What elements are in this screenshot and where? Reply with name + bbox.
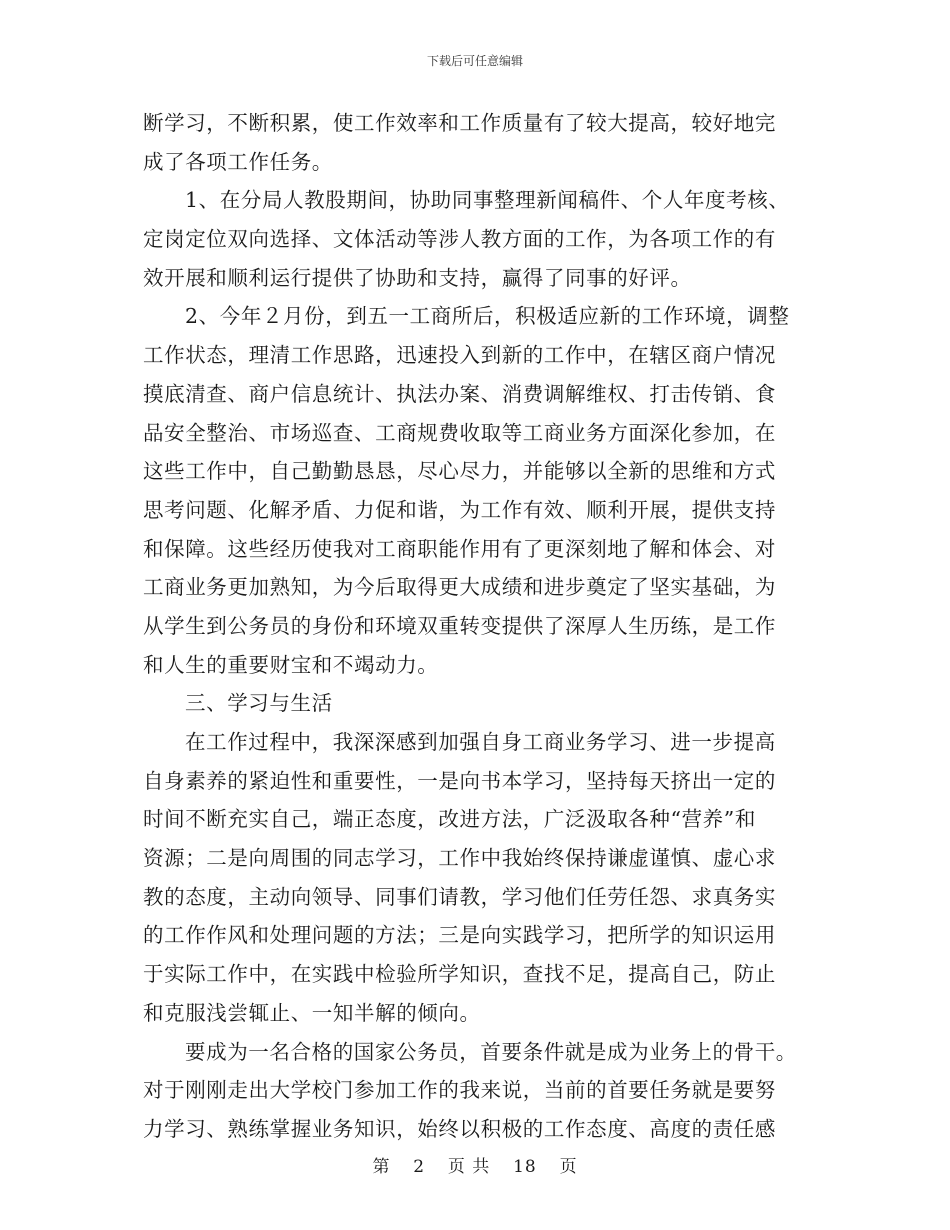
text-line: 力学习、熟练掌握业务知识，始终以积极的工作态度、高度的责任感 xyxy=(143,1116,776,1141)
footer-prefix: 第 xyxy=(372,1157,391,1177)
text-line: 的工作作风和处理问题的方法；三是向实践学习，把所学的知识运用 xyxy=(143,923,776,948)
text-line: 资源；二是向周围的同志学习，工作中我始终保持谦虚谨慎、虚心求 xyxy=(143,846,776,871)
text-line: 要成为一名合格的国家公务员，首要条件就是成为业务上的骨干。 xyxy=(185,1039,797,1064)
text-line: 摸底清查、商户信息统计、执法办案、消费调解维权、打击传销、食 xyxy=(143,381,776,406)
text-line: 从学生到公务员的身份和环境双重转变提供了深厚人生历练，是工作 xyxy=(143,613,776,638)
footer-page-number: 2 xyxy=(413,1157,426,1177)
text-line: 思考问题、化解矛盾、力促和谐，为工作有效、顺利开展，提供支持 xyxy=(143,497,776,522)
footer-suffix: 页 xyxy=(559,1157,578,1177)
text-line: 在工作过程中，我深深感到加强自身工商业务学习、进一步提高 xyxy=(185,730,776,754)
text-line: 这些工作中，自己勤勤恳恳，尽心尽力，并能够以全新的思维和方式 xyxy=(143,459,776,484)
text-line: 和克服浅尝辄止、一知半解的倾向。 xyxy=(143,1000,481,1025)
text-line: 效开展和顺利运行提供了协助和支持，赢得了同事的好评。 xyxy=(143,265,692,290)
page-header: 下载后可任意编辑 xyxy=(426,54,523,68)
text-line: 工商业务更加熟知，为今后取得更大成绩和进步奠定了坚实基础，为 xyxy=(143,575,776,600)
page-footer xyxy=(0,1152,950,1177)
text-line: 和保障。这些经历使我对工商职能作用有了更深刻地了解和体会、对 xyxy=(143,536,776,561)
text-line: 三、学习与生活 xyxy=(185,691,333,716)
text-line: 对于刚刚走出大学校门参加工作的我来说，当前的首要任务就是要努 xyxy=(143,1078,776,1103)
text-line: 和人生的重要财宝和不竭动力。 xyxy=(143,652,439,677)
text-line: 工作状态，理清工作思路，迅速投入到新的工作中，在辖区商户情况 xyxy=(143,343,776,368)
footer-middle: 页 共 xyxy=(447,1157,491,1177)
text-line: 自身素养的紧迫性和重要性，一是向书本学习，坚持每天挤出一定的 xyxy=(143,768,776,793)
text-line: 品安全整治、市场巡查、工商规费收取等工商业务方面深化参加，在 xyxy=(143,420,776,445)
text-line: 定岗定位双向选择、文体活动等涉人教方面的工作，为各项工作的有 xyxy=(143,227,776,252)
text-line: 2、今年２月份，到五一工商所后，积极适应新的工作环境，调整 xyxy=(185,304,790,329)
text-line: 1、在分局人教股期间，协助同事整理新闻稿件、个人年度考核、 xyxy=(185,188,790,213)
text-line: 于实际工作中，在实践中检验所学知识，查找不足，提高自己，防止 xyxy=(143,962,776,987)
text-line: 断学习，不断积累，使工作效率和工作质量有了较大提高，较好地完 xyxy=(143,111,776,135)
footer-total-pages: 18 xyxy=(513,1157,537,1177)
text-line: 教的态度，主动向领导、同事们请教，学习他们任劳任怨、求真务实 xyxy=(143,884,776,909)
text-line: 成了各项工作任务。 xyxy=(143,149,333,174)
text-line: 时间不断充实自己，端正态度，改进方法，广泛汲取各种“营养”和 xyxy=(143,807,756,832)
document-body xyxy=(143,104,807,1149)
